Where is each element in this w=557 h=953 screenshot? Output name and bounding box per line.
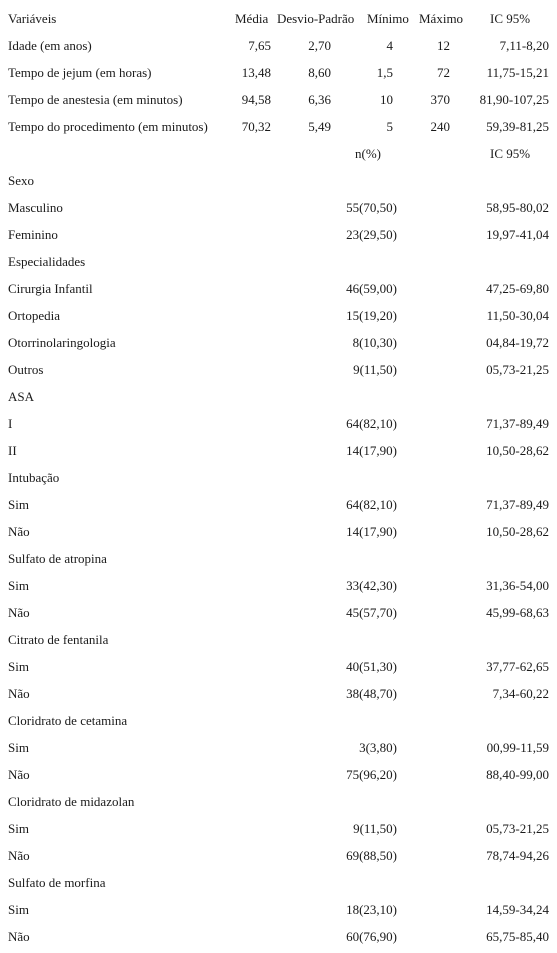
freq-row bbox=[0, 572, 557, 599]
freq-row bbox=[0, 221, 557, 248]
row-label: Otorrinolaringologia bbox=[8, 335, 116, 350]
freq-row bbox=[0, 302, 557, 329]
section-heading-row bbox=[0, 464, 557, 491]
media-value: 70,32 bbox=[241, 119, 271, 134]
ic-value: 37,77-62,65 bbox=[486, 659, 549, 674]
freq-row bbox=[0, 815, 557, 842]
section-heading: Sulfato de morfina bbox=[8, 875, 106, 890]
row-label: Sim bbox=[8, 821, 29, 836]
row-label: II bbox=[8, 443, 17, 458]
n-percent-value: 69(88,50) bbox=[346, 848, 397, 863]
header-ic-95-freq: IC 95% bbox=[490, 146, 531, 161]
n-percent-value: 14(17,90) bbox=[346, 524, 397, 539]
n-percent-value: 18(23,10) bbox=[346, 902, 397, 917]
section-heading-row bbox=[0, 383, 557, 410]
header-n-percent: n(%) bbox=[355, 146, 381, 161]
n-percent-value: 9(11,50) bbox=[353, 821, 397, 836]
freq-row bbox=[0, 923, 557, 950]
row-label: Outros bbox=[8, 362, 44, 377]
ic-value: 05,73-21,25 bbox=[486, 362, 549, 377]
section-heading: Sexo bbox=[8, 173, 34, 188]
section-heading-row bbox=[0, 707, 557, 734]
row-label: Não bbox=[8, 767, 30, 782]
row-label: Tempo de jejum (em horas) bbox=[8, 65, 152, 80]
header-ic-95: IC 95% bbox=[490, 11, 531, 26]
section-heading: ASA bbox=[8, 389, 35, 404]
n-percent-value: 60(76,90) bbox=[346, 929, 397, 944]
row-label: Ortopedia bbox=[8, 308, 60, 323]
minimo-value: 1,5 bbox=[376, 65, 393, 80]
n-percent-value: 23(29,50) bbox=[346, 227, 397, 242]
n-percent-value: 33(42,30) bbox=[346, 578, 397, 593]
freq-row bbox=[0, 599, 557, 626]
freq-row bbox=[0, 491, 557, 518]
stats-row bbox=[0, 32, 557, 59]
n-percent-value: 45(57,70) bbox=[346, 605, 397, 620]
n-percent-value: 55(70,50) bbox=[346, 200, 397, 215]
stats-row bbox=[0, 86, 557, 113]
maximo-value: 72 bbox=[437, 65, 450, 80]
row-label: Sim bbox=[8, 659, 29, 674]
ic-value: 05,73-21,25 bbox=[486, 821, 549, 836]
section-heading-row bbox=[0, 869, 557, 896]
n-percent-value: 64(82,10) bbox=[346, 497, 397, 512]
freq-row bbox=[0, 761, 557, 788]
row-label: Sim bbox=[8, 497, 29, 512]
freq-row bbox=[0, 680, 557, 707]
row-label: Não bbox=[8, 929, 30, 944]
section-heading: Especialidades bbox=[8, 254, 86, 269]
freq-row bbox=[0, 842, 557, 869]
media-value: 7,65 bbox=[248, 38, 271, 53]
header-minimo: Mínimo bbox=[367, 11, 409, 26]
minimo-value: 4 bbox=[386, 38, 393, 53]
ic-value: 47,25-69,80 bbox=[486, 281, 549, 296]
row-label: Cirurgia Infantil bbox=[8, 281, 93, 296]
desvio-padrao-value: 2,70 bbox=[308, 38, 331, 53]
freq-row bbox=[0, 356, 557, 383]
ic-value: 10,50-28,62 bbox=[486, 524, 549, 539]
row-label: Sim bbox=[8, 578, 29, 593]
header-desvio-padrao: Desvio-Padrão bbox=[277, 11, 355, 26]
row-label: Não bbox=[8, 605, 30, 620]
section-heading: Cloridrato de midazolan bbox=[8, 794, 135, 809]
ic-value: 58,95-80,02 bbox=[486, 200, 549, 215]
maximo-value: 12 bbox=[437, 38, 450, 53]
desvio-padrao-value: 6,36 bbox=[308, 92, 331, 107]
row-label: Não bbox=[8, 848, 30, 863]
section-heading-row bbox=[0, 248, 557, 275]
ic-value: 81,90-107,25 bbox=[479, 92, 549, 107]
n-percent-value: 40(51,30) bbox=[346, 659, 397, 674]
freq-row bbox=[0, 518, 557, 545]
ic-value: 65,75-85,40 bbox=[486, 929, 549, 944]
row-label: Não bbox=[8, 524, 30, 539]
n-percent-value: 15(19,20) bbox=[346, 308, 397, 323]
freq-row bbox=[0, 896, 557, 923]
media-value: 94,58 bbox=[241, 92, 271, 107]
section-heading: Intubação bbox=[8, 470, 60, 485]
header-media: Média bbox=[235, 11, 269, 26]
row-label: Sim bbox=[8, 902, 29, 917]
stats-row bbox=[0, 59, 557, 86]
freq-row bbox=[0, 410, 557, 437]
maximo-value: 240 bbox=[430, 119, 450, 134]
ic-value: 04,84-19,72 bbox=[486, 335, 549, 350]
desvio-padrao-value: 5,49 bbox=[308, 119, 331, 134]
freq-row bbox=[0, 437, 557, 464]
section-heading: Sulfato de atropina bbox=[8, 551, 107, 566]
ic-value: 11,50-30,04 bbox=[486, 308, 549, 323]
freq-row bbox=[0, 734, 557, 761]
minimo-value: 10 bbox=[380, 92, 393, 107]
section-heading-row bbox=[0, 545, 557, 572]
row-label: Masculino bbox=[8, 200, 63, 215]
section-heading: Cloridrato de cetamina bbox=[8, 713, 128, 728]
freq-row bbox=[0, 653, 557, 680]
ic-value: 19,97-41,04 bbox=[486, 227, 549, 242]
header-maximo: Máximo bbox=[419, 11, 464, 26]
section-heading-row bbox=[0, 788, 557, 815]
n-percent-value: 75(96,20) bbox=[346, 767, 397, 782]
section-heading-row bbox=[0, 626, 557, 653]
ic-value: 00,99-11,59 bbox=[486, 740, 549, 755]
ic-value: 71,37-89,49 bbox=[486, 497, 549, 512]
ic-value: 59,39-81,25 bbox=[486, 119, 549, 134]
ic-value: 31,36-54,00 bbox=[486, 578, 549, 593]
ic-value: 78,74-94,26 bbox=[486, 848, 549, 863]
row-label: Não bbox=[8, 686, 30, 701]
n-percent-value: 8(10,30) bbox=[352, 335, 397, 350]
header-variables: Variáveis bbox=[8, 11, 57, 26]
ic-value: 7,11-8,20 bbox=[499, 38, 549, 53]
minimo-value: 5 bbox=[386, 119, 393, 134]
section-heading: Citrato de fentanila bbox=[8, 632, 109, 647]
n-percent-value: 9(11,50) bbox=[353, 362, 397, 377]
row-label: Feminino bbox=[8, 227, 58, 242]
media-value: 13,48 bbox=[241, 65, 271, 80]
freq-header-row bbox=[0, 140, 557, 167]
stats-header-row bbox=[0, 5, 557, 32]
ic-value: 11,75-15,21 bbox=[486, 65, 549, 80]
section-heading-row bbox=[0, 167, 557, 194]
ic-value: 14,59-34,24 bbox=[486, 902, 549, 917]
ic-value: 88,40-99,00 bbox=[486, 767, 549, 782]
row-label: I bbox=[8, 416, 13, 431]
ic-value: 71,37-89,49 bbox=[486, 416, 549, 431]
maximo-value: 370 bbox=[430, 92, 450, 107]
n-percent-value: 3(3,80) bbox=[359, 740, 397, 755]
ic-value: 10,50-28,62 bbox=[486, 443, 549, 458]
row-label: Tempo de anestesia (em minutos) bbox=[8, 92, 183, 107]
freq-row bbox=[0, 329, 557, 356]
row-label: Tempo do procedimento (em minutos) bbox=[8, 119, 208, 134]
row-label: Idade (em anos) bbox=[8, 38, 92, 53]
n-percent-value: 64(82,10) bbox=[346, 416, 397, 431]
freq-row bbox=[0, 275, 557, 302]
ic-value: 45,99-68,63 bbox=[486, 605, 549, 620]
ic-value: 7,34-60,22 bbox=[492, 686, 549, 701]
n-percent-value: 14(17,90) bbox=[346, 443, 397, 458]
desvio-padrao-value: 8,60 bbox=[308, 65, 331, 80]
n-percent-value: 38(48,70) bbox=[346, 686, 397, 701]
freq-row bbox=[0, 194, 557, 221]
n-percent-value: 46(59,00) bbox=[346, 281, 397, 296]
stats-row bbox=[0, 113, 557, 140]
row-label: Sim bbox=[8, 740, 29, 755]
